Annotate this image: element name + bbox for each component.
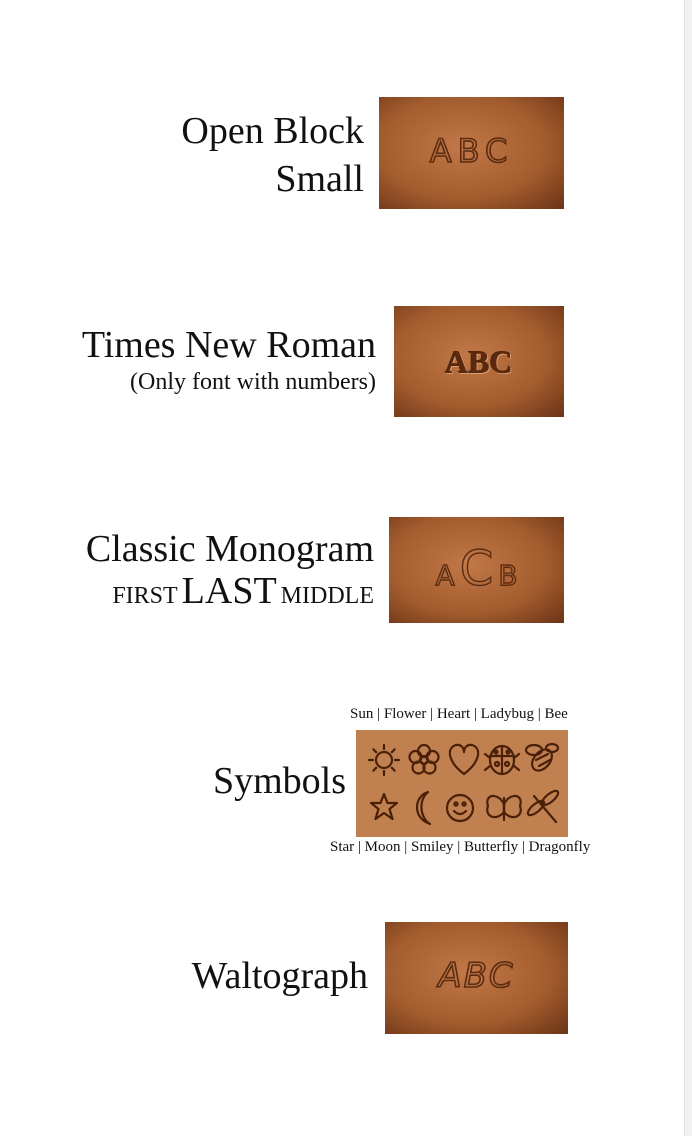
leather-sample-times (394, 306, 564, 417)
page-edge (684, 0, 692, 1136)
font-title-symbols: Symbols (212, 760, 346, 802)
font-subtitle: (Only font with numbers) (130, 369, 376, 395)
order-first: FIRST (112, 583, 178, 609)
font-title-times (82, 326, 376, 394)
stamp-last: C (459, 541, 494, 597)
font-title-line2: Small (275, 158, 364, 200)
stamp-middle: B (498, 559, 518, 592)
leather-sample-symbols (356, 730, 568, 837)
leather-sample-open-block (379, 97, 564, 209)
font-title-open-block (181, 112, 364, 198)
symbols-caption-bottom: Star | Moon | Smiley | Butterfly | Dragonfly (330, 839, 591, 855)
font-title-line1: Open Block (181, 110, 364, 152)
order-last: LAST (181, 570, 277, 612)
font-title-monogram (86, 530, 374, 610)
font-title-waltograph: Waltograph (191, 955, 368, 997)
order-middle: MIDDLE (280, 583, 374, 609)
monogram-stamp (389, 541, 564, 597)
font-title: Times New Roman (81, 324, 376, 366)
leather-sample-monogram (389, 517, 564, 623)
stamp-text: ABC (445, 344, 513, 380)
stamp-first: A (435, 559, 455, 592)
stamp-text: ABC (429, 132, 514, 170)
leather-sample-waltograph (385, 922, 568, 1034)
stamp-text: ABC (438, 956, 515, 996)
symbols-caption-top: Sun | Flower | Heart | Ladybug | Bee (350, 706, 568, 722)
font-title: Classic Monogram (85, 528, 374, 570)
monogram-order (86, 572, 374, 610)
